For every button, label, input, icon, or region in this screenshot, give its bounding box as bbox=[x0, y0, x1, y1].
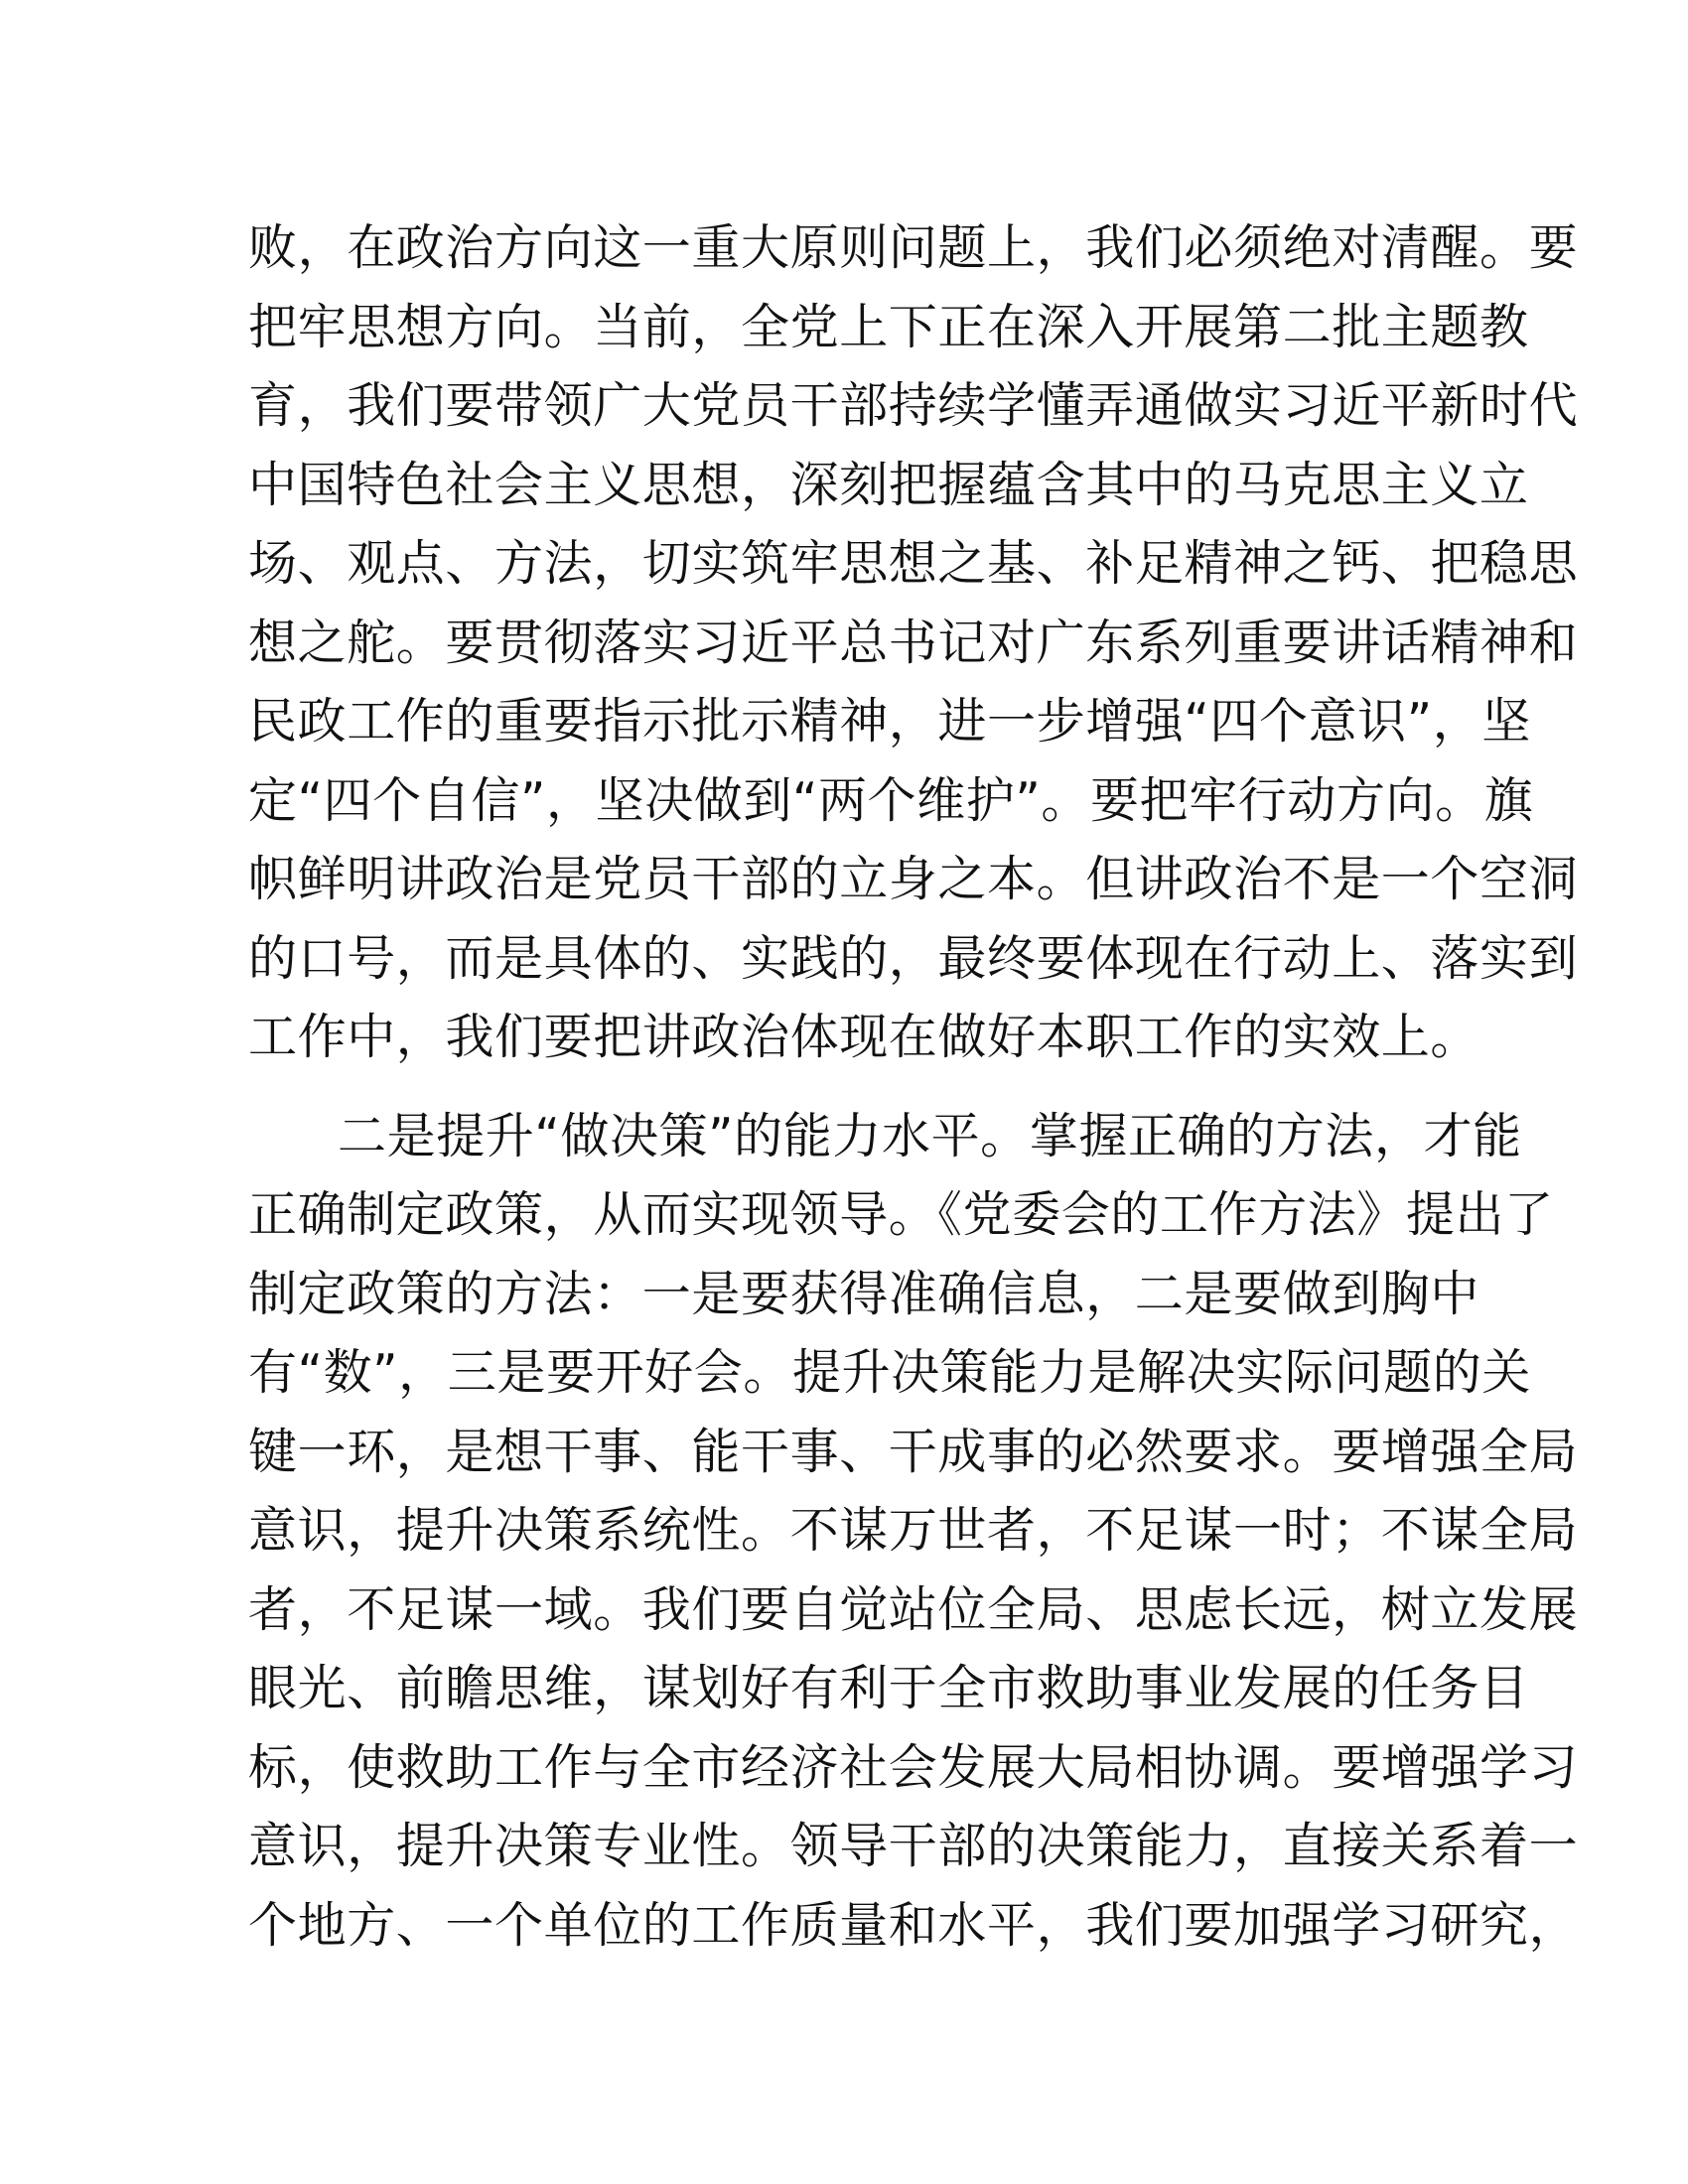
text-line-indented: 二是提升“做决策”的能力水平。掌握正确的方法，才能 bbox=[338, 1107, 1522, 1164]
text-line: 眼光、前瞻思维，谋划好有利于全市救助事业发展的任务目 bbox=[248, 1660, 1529, 1716]
paragraph-2 bbox=[248, 1097, 1579, 1966]
text-line: 意识，提升决策系统性。不谋万世者，不足谋一时；不谋全局 bbox=[248, 1502, 1579, 1559]
text-line: 想之舵。要贯彻落实习近平总书记对广东系列重要讲话精神和 bbox=[248, 614, 1579, 671]
text-line: 个地方、一个单位的工作质量和水平，我们要加强学习研究， bbox=[248, 1896, 1579, 1954]
text-line: 意识，提升决策专业性。领导干部的决策能力，直接关系着一 bbox=[248, 1818, 1579, 1874]
text-line: 把牢思想方向。当前，全党上下正在深入开展第二批主题教 bbox=[248, 298, 1529, 355]
text-line: 民政工作的重要指示批示精神，进一步增强“四个意识”，坚 bbox=[248, 693, 1531, 750]
text-line: 中国特色社会主义思想，深刻把握蕴含其中的马克思主义立 bbox=[248, 456, 1529, 513]
text-line: 的口号，而是具体的、实践的，最终要体现在行动上、落实到 bbox=[248, 929, 1579, 987]
body-text bbox=[248, 208, 1579, 1965]
paragraph-1 bbox=[248, 208, 1579, 1077]
text-line: 帜鲜明讲政治是党员干部的立身之本。但讲政治不是一个空洞 bbox=[248, 851, 1579, 907]
text-line: 制定政策的方法：一是要获得准确信息，二是要做到胸中 bbox=[248, 1265, 1480, 1322]
text-line: 标，使救助工作与全市经济社会发展大局相协调。要增强学习 bbox=[248, 1738, 1579, 1796]
text-line: 败，在政治方向这一重大原则问题上，我们必须绝对清醒。要 bbox=[248, 219, 1579, 276]
text-line: 正确制定政策，从而实现领导。《党委会的工作方法》提出了 bbox=[248, 1186, 1554, 1243]
paragraph-spacer bbox=[248, 1077, 1450, 1097]
text-line: 有“数”，三是要开好会。提升决策能力是解决实际问题的关 bbox=[248, 1344, 1531, 1401]
text-line: 场、观点、方法，切实筑牢思想之基、补足精神之钙、把稳思 bbox=[248, 535, 1579, 592]
text-line: 工作中，我们要把讲政治体现在做好本职工作的实效上。 bbox=[248, 1009, 1480, 1065]
text-line: 定“四个自信”，坚决做到“两个维护”。要把牢行动方向。旗 bbox=[248, 771, 1534, 829]
text-line: 键一环，是想干事、能干事、干成事的必然要求。要增强全局 bbox=[248, 1423, 1579, 1480]
text-line: 者，不足谋一域。我们要自觉站位全局、思虑长远，树立发展 bbox=[248, 1580, 1579, 1638]
text-line: 育，我们要带领广大党员干部持续学懂弄通做实习近平新时代 bbox=[248, 377, 1579, 434]
